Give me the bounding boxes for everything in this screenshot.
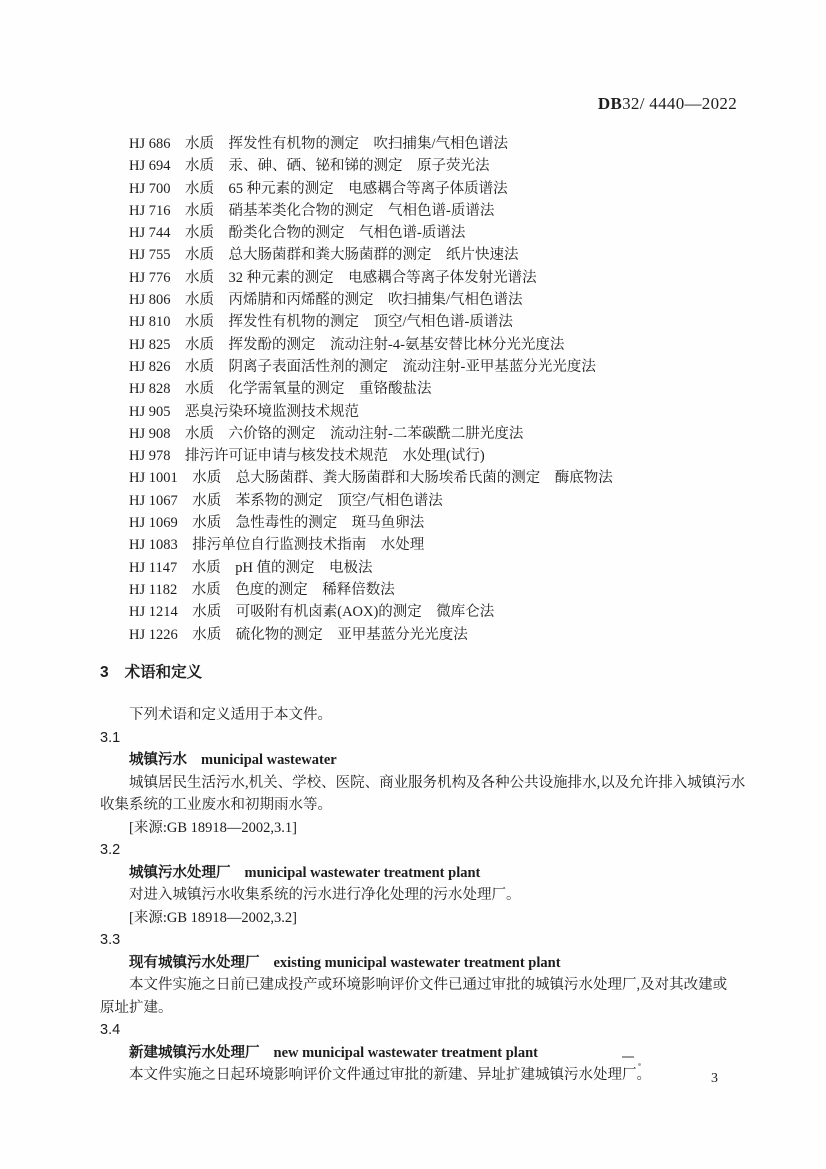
standard-item: HJ 686 水质 挥发性有机物的测定 吹扫捕集/气相色谱法 bbox=[129, 136, 509, 152]
term-name-zh: 新建城镇污水处理厂 bbox=[129, 1044, 260, 1061]
term-definition-line: 城镇居民生活污水,机关、学校、医院、商业服务机构及各种公共设施排水,以及允许排入城镇污水 bbox=[129, 774, 746, 791]
term-definition-line: 本文件实施之日前已建成投产或环境影响评价文件已通过审批的城镇污水处理厂,及对其改建或 bbox=[129, 977, 728, 993]
terms-list bbox=[100, 727, 762, 1087]
term-number: 3.2 bbox=[100, 842, 121, 858]
scan-artifact-dash bbox=[622, 1056, 634, 1058]
document-code-rest: 32/ 4440—2022 bbox=[622, 94, 737, 113]
term-title bbox=[100, 952, 762, 975]
term-number: 3.4 bbox=[100, 1022, 121, 1038]
standard-item: HJ 1226 水质 硫化物的测定 亚甲基蓝分光光度法 bbox=[129, 626, 468, 643]
terms-intro: 下列术语和定义适用于本文件。 bbox=[129, 707, 332, 723]
term-name-en: new municipal wastewater treatment plant bbox=[273, 1044, 538, 1061]
term-definition-line: 原址扩建。 bbox=[100, 999, 173, 1016]
terms-section bbox=[100, 704, 762, 1087]
document-code bbox=[598, 94, 737, 114]
term-number: 3.1 bbox=[100, 729, 121, 746]
term-name-en: municipal wastewater treatment plant bbox=[244, 864, 481, 881]
standard-item: HJ 825 水质 挥发酚的测定 流动注射-4-氨基安替比林分光光度法 bbox=[129, 336, 565, 353]
term-definition-line: 收集系统的工业废水和初期雨水等。 bbox=[100, 797, 332, 813]
term-source: [来源:GB 18918—2002,3.1] bbox=[129, 819, 297, 836]
page-number: 3 bbox=[711, 1071, 718, 1086]
term-title bbox=[100, 862, 762, 885]
normative-references-list bbox=[129, 133, 613, 646]
term-number: 3.3 bbox=[100, 932, 121, 948]
section-heading bbox=[100, 660, 202, 682]
standard-item: HJ 826 水质 阴离子表面活性剂的测定 流动注射-亚甲基蓝分光光度法 bbox=[129, 358, 596, 375]
standard-item: HJ 1001 水质 总大肠菌群、粪大肠菌群和大肠埃希氏菌的测定 酶底物法 bbox=[129, 470, 613, 487]
section-number: 3 bbox=[100, 664, 109, 681]
standard-item: HJ 908 水质 六价铬的测定 流动注射-二苯碳酰二肼光度法 bbox=[129, 425, 524, 442]
term-title bbox=[100, 1042, 762, 1065]
standard-item: HJ 828 水质 化学需氧量的测定 重铬酸盐法 bbox=[129, 381, 432, 398]
scan-artifact-dot bbox=[638, 1063, 641, 1066]
term-name-en: existing municipal wastewater treatment plant bbox=[273, 954, 561, 971]
standard-item: HJ 1069 水质 急性毒性的测定 斑马鱼卵法 bbox=[129, 515, 425, 532]
standard-item: HJ 1147 水质 pH 值的测定 电极法 bbox=[129, 559, 373, 576]
standard-item: HJ 755 水质 总大肠菌群和粪大肠菌群的测定 纸片快速法 bbox=[129, 247, 519, 264]
standard-item: HJ 905 恶臭污染环境监测技术规范 bbox=[129, 403, 359, 420]
standard-item: HJ 694 水质 汞、砷、硒、铋和锑的测定 原子荧光法 bbox=[129, 158, 490, 175]
section-title: 术语和定义 bbox=[124, 664, 203, 681]
standard-item: HJ 810 水质 挥发性有机物的测定 顶空/气相色谱-质谱法 bbox=[129, 314, 513, 331]
standard-item: HJ 1083 排污单位自行监测技术指南 水处理 bbox=[129, 537, 425, 554]
standard-item: HJ 806 水质 丙烯腈和丙烯醛的测定 吹扫捕集/气相色谱法 bbox=[129, 292, 523, 309]
term-source: [来源:GB 18918—2002,3.2] bbox=[129, 909, 297, 926]
standard-item: HJ 1214 水质 可吸附有机卤素(AOX)的测定 微库仑法 bbox=[129, 604, 495, 621]
term-title bbox=[100, 749, 762, 772]
standard-item: HJ 1067 水质 苯系物的测定 顶空/气相色谱法 bbox=[129, 492, 443, 509]
standard-item: HJ 700 水质 65 种元素的测定 电感耦合等离子体质谱法 bbox=[129, 180, 508, 197]
term-name-zh: 城镇污水 bbox=[129, 752, 187, 768]
term-name-zh: 现有城镇污水处理厂 bbox=[129, 954, 260, 971]
standard-item: HJ 1182 水质 色度的测定 稀释倍数法 bbox=[129, 581, 395, 598]
standard-item: HJ 776 水质 32 种元素的测定 电感耦合等离子体发射光谱法 bbox=[129, 269, 537, 286]
standard-item: HJ 978 排污许可证申请与核发技术规范 水处理(试行) bbox=[129, 448, 485, 465]
standard-item: HJ 744 水质 酚类化合物的测定 气相色谱-质谱法 bbox=[129, 225, 466, 242]
term-name-en: municipal wastewater bbox=[201, 752, 337, 768]
term-definition-line: 对进入城镇污水收集系统的污水进行净化处理的污水处理厂。 bbox=[129, 887, 521, 903]
term-definition-line: 本文件实施之日起环境影响评价文件通过审批的新建、异址扩建城镇污水处理厂。 bbox=[129, 1067, 651, 1083]
standard-item: HJ 716 水质 硝基苯类化合物的测定 气相色谱-质谱法 bbox=[129, 202, 495, 219]
term-name-zh: 城镇污水处理厂 bbox=[129, 864, 231, 881]
document-code-prefix: DB bbox=[597, 94, 623, 113]
